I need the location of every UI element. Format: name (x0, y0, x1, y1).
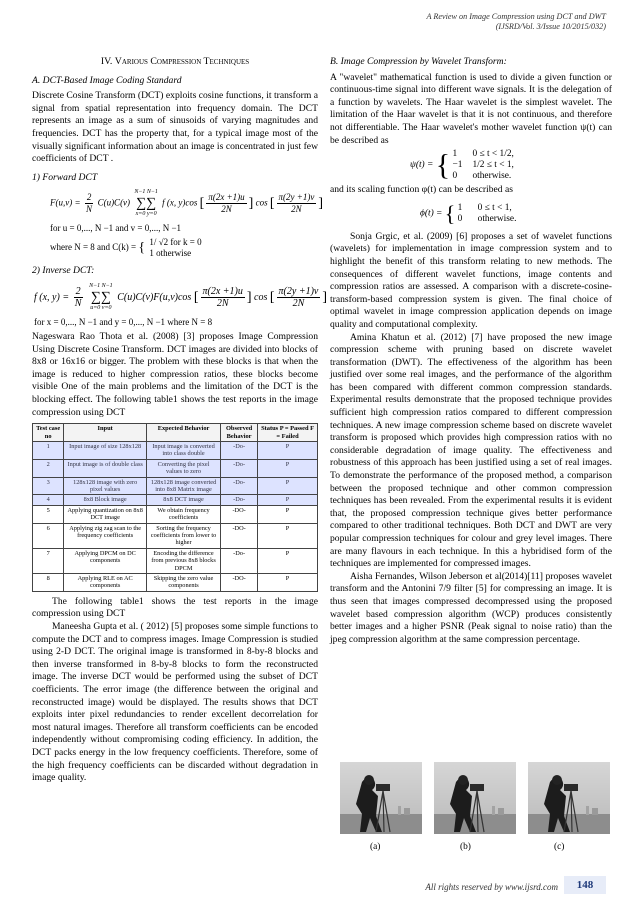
forward-dct-heading: 1) Forward DCT (32, 171, 98, 183)
phi-definition (420, 199, 612, 229)
bracket-close: ] (246, 289, 252, 305)
table-cell: -DO- (221, 523, 258, 548)
table-cell: 6 (33, 523, 64, 548)
subsection-b-heading: B. Image Compression by Wavelet Transform: (330, 56, 507, 67)
phi-lhs: ϕ(t) = (420, 208, 443, 219)
table-cell: 8 (33, 574, 64, 592)
section-heading (32, 56, 318, 69)
ck-case: 1 otherwise (149, 248, 192, 259)
brace-icon: { (444, 200, 456, 226)
frac-den: N (74, 297, 82, 309)
column-header: Input (64, 424, 147, 442)
sum-bottom: u=0 v=0 (90, 304, 112, 311)
table-cell: Input image is converted into class double (146, 441, 220, 459)
table-cell: P (258, 477, 318, 495)
case-value: 1 (457, 202, 463, 213)
table-cell: Skipping the zero value components (146, 574, 220, 592)
table-cell: 128x128 image with zero pixel values (64, 477, 147, 495)
figure-cameraman (340, 762, 610, 834)
eq-fraction (277, 192, 317, 215)
bracket-close: ] (248, 196, 254, 212)
paragraph-table-note: The following table1 shows the test reports in the image compression using DCT (32, 595, 318, 620)
frac-den: 2N (216, 297, 229, 309)
case-row (452, 160, 513, 171)
image-b (434, 762, 516, 834)
test-report-table (32, 423, 318, 592)
page-number: 148 (564, 876, 606, 894)
table-cell: 2 (33, 459, 64, 477)
table-cell: We obtain frequency coefficients (146, 505, 220, 523)
case-condition: 0 ≤ t < 1/2, (472, 149, 514, 160)
ck-cases (149, 237, 201, 259)
table-cell: Input image is of double class (64, 459, 147, 477)
caption-b: (b) (460, 842, 471, 852)
case-value: 1 (452, 149, 458, 160)
eq-lhs: f (x, y) = (34, 291, 70, 303)
table-cell: Applying DPCM on DC components (64, 548, 147, 573)
table-row (33, 495, 318, 505)
eq-fraction (85, 192, 94, 215)
inverse-dct-equation (34, 281, 328, 314)
header-issue: (IJSRD/Vol. 3/Issue 10/2015/032) (495, 22, 606, 31)
frac-den: N (86, 204, 93, 215)
table-cell: 4 (33, 495, 64, 505)
frac-den: 2N (292, 297, 305, 309)
table-cell: 5 (33, 505, 64, 523)
left-column (32, 56, 328, 785)
table-row (33, 548, 318, 573)
table-row (33, 441, 318, 459)
table-cell: P (258, 505, 318, 523)
table-header-row (33, 424, 318, 442)
table-cell: Applying quantization on 8x8 DCT image (64, 505, 147, 523)
table-row (33, 574, 318, 592)
table-cell: -DO- (221, 574, 258, 592)
table-cell: 128x128 image converted into 8x8 Matrix image (146, 477, 220, 495)
table-cell: P (258, 459, 318, 477)
sum-bottom: x=0 y=0 (135, 211, 157, 218)
table-cell: P (258, 548, 318, 573)
paragraph-wavelet-intro: A "wavelet" mathematical function is used to divide a given function or continuous-time signal into different wave signals. It is the delegation of a function by wavelets. The Haar wavelet is the simplest wavelet. The limitation of the Haar wavelet is that it is not continuous, and therefore not differentiable. The Haar wavelet's mother wavelet function ψ(t) can be described as (330, 71, 612, 146)
table-cell: 8x8 Block image (64, 495, 147, 505)
paragraph-gupta: Maneesha Gupta et al. ( 2012) [5] proposes some simple functions to compute the DCT and to compress images. Image Compression is studied using 2-D DCT. The original image is transformed in 8-by-8 blocks and then inverse transformed in 8-by-8 blocks to form the reconstructed image. The inverse DCT would be performed using the subset of DCT coefficients. The error image (the difference between the original and reconstructed image) would be displayed. The results shows that DCT exploits inter pixel redundancies to render excellent decorrelation for most natural images. Therefore all transform coefficients can be encoded independently without compromising coding efficiency. In addition, the DCT packs energy in the low frequency coefficients. Therefore, some of the high frequency coefficients can be discarded without degradation in image quality. (32, 621, 318, 784)
ck-definition (50, 237, 318, 259)
table-cell: P (258, 523, 318, 548)
sum-top: N−1 N−1 (134, 189, 158, 196)
image-a (340, 762, 422, 834)
caption-a: (a) (370, 842, 381, 852)
table-row (33, 523, 318, 548)
cameraman-images (340, 762, 610, 834)
table-cell: 3 (33, 477, 64, 495)
ck-case: 1/ √2 for k = 0 (149, 237, 202, 248)
image-c (528, 762, 610, 834)
frac-den: 2N (221, 204, 232, 215)
inverse-range: for x = 0,..., N −1 and y = 0,..., N −1 where N = 8 (34, 316, 213, 327)
table-cell: -Do- (221, 459, 258, 477)
paragraph-dct-intro: Discrete Cosine Transform (DCT) exploits cosine functions, it transform a signal from spatial representation into frequency domain. The DCT represents an image as a sum of sinusoids of varying magnitudes and frequencies. DCT has the property that, for a typical image most of the visually significant information about an image is concentrated in just few coefficients of DCT . (32, 90, 318, 165)
bracket-open: [ (199, 196, 205, 212)
table-cell: Applying zig zag scan to the frequency coefficients (64, 523, 147, 548)
section-title: Various Compression Techniques (114, 56, 250, 67)
frac-num: 2 (75, 285, 81, 297)
frac-num: π(2x +1)u (208, 192, 245, 203)
footer-rights: All rights reserved by www.ijsrd.com (425, 882, 558, 892)
section-number: IV. (100, 56, 113, 67)
eq-fraction (201, 286, 245, 309)
table-cell: -Do- (221, 495, 258, 505)
table-cell: 7 (33, 548, 64, 573)
column-header: Status P = Passed F = Failed (258, 424, 318, 442)
table-cell: P (258, 441, 318, 459)
case-row (452, 149, 513, 160)
table-cell: Encoding the difference from previous 8x8 blocks DPCM (146, 548, 220, 573)
case-condition: otherwise. (472, 171, 512, 182)
eq-term: C(u)C(v)F(u,v)cos (117, 291, 192, 303)
frac-den: 2N (291, 204, 302, 215)
psi-definition (410, 149, 612, 182)
frac-num: π(2x +1)u (202, 285, 243, 297)
psi-lhs: ψ(t) = (410, 160, 434, 171)
table-cell: 1 (33, 441, 64, 459)
caption-c: (c) (554, 842, 565, 852)
eq-fraction (74, 286, 83, 309)
brace-icon: { (435, 148, 451, 182)
case-row (458, 203, 517, 214)
table-cell: Applying RLE on AC components (64, 574, 147, 592)
psi-cases (452, 149, 513, 182)
frac-num: π(2y +1)v (278, 192, 315, 203)
header-title: A Review on Image Compression using DCT and DWT (426, 12, 606, 21)
bracket-open: [ (193, 289, 199, 305)
paragraph-thota: Nageswara Rao Thota et al. (2008) [3] proposes Image Compression Using Discrete Cosine Transform. DCT images are divided into blocks of 8x8 or 16x16 or bigger. The problem with these blocks is that when the image is reduced to higher compression ratios, these blocks become visible One of the main problems and the limitation of the DCT is the blocking effect. The following table1 shows the test reports in the image compression using DCT (32, 330, 318, 418)
frac-num: 2 (86, 192, 92, 203)
eq-term: C(u)C(v) (97, 197, 131, 208)
eq-fraction (277, 286, 321, 309)
scaling-function-text: and its scaling function φ(t) can be described as (330, 184, 513, 196)
table-cell: Input image of size 128x128 (64, 441, 147, 459)
subsection-a-heading: A. DCT-Based Image Coding Standard (32, 74, 182, 86)
table-cell: Converting the pixel values to zero (146, 459, 220, 477)
phi-cases (458, 203, 517, 225)
forward-range: for u = 0,..., N −1 and v = 0,..., N −1 (50, 223, 182, 234)
table-row (33, 505, 318, 523)
sum-symbol: ∑∑ (136, 196, 157, 212)
column-header: Observed Behavior (221, 424, 258, 442)
table-cell: -Do- (221, 477, 258, 495)
paragraph-fernandes: Aisha Fernandes, Wilson Jeberson et al(2014)[11] proposes wavelet transform and the Antonini 7/9 filter [5] for compressing an image. It is thus seen that images compressed decompressed using the proposed wavelet based compression algorithm (WCP) produces consistently better images and a higher PSNR (Peak signal to noise ratio) than the jpeg compression algorithm at the same compression percentage. (330, 570, 612, 645)
sum-top: N−1 N−1 (89, 282, 113, 289)
eq-sum-limits (134, 187, 158, 220)
table-cell: P (258, 495, 318, 505)
sum-symbol: ∑∑ (90, 289, 111, 305)
brace-icon: { (138, 240, 146, 256)
table-cell: Sorting the frequency coefficients from lower to higher (146, 523, 220, 548)
column-header: Test case no (33, 424, 64, 442)
column-header: Expected Behavior (146, 424, 220, 442)
table-row (33, 459, 318, 477)
bracket-open: [ (269, 289, 275, 305)
inverse-dct-heading: 2) Inverse DCT: (32, 265, 95, 277)
eq-term: cos (255, 197, 268, 208)
table-cell: -Do- (221, 548, 258, 573)
paragraph-khatun: Amina Khatun et al. (2012) [7] have proposed the new image compression scheme with pruning based on discrete wavelet transformation (DWT). The effectiveness of the algorithm has been justified over some real images, and the performance of the algorithm has been compared with different common compression standards. Experimental results demonstrate that the proposed technique provides sufficient high compression ratios compared to different compression techniques. A new image compression scheme based on discrete wavelet transform is proposed which provides high compression ratios with no considerable degradation of image quality. The effectiveness and robustness of this approach has been justified using a set of real images. To demonstrate the performance of the proposed method, a comparison between the proposed technique and other common compression techniques has been revealed. From the experimental results it is evident that, the proposed compression technique gives better performance compared to other traditional techniques. Both DCT and DWT are very popular compression techniques for colour and grey level images. There are many flavours in each technique. In this a hybridised form of the techniques are implemented for compressed images. (330, 331, 612, 570)
table-cell: -Do- (221, 441, 258, 459)
table-cell: -DO- (221, 505, 258, 523)
eq-term: f (x, y)cos (162, 197, 198, 208)
running-header (426, 12, 606, 32)
right-column (330, 56, 612, 646)
case-condition: 0 ≤ t < 1, (477, 202, 512, 213)
eq-term: cos (254, 291, 268, 303)
case-value: 0 (452, 171, 458, 182)
case-row (452, 171, 513, 182)
case-value: 0 (457, 213, 463, 224)
case-condition: otherwise. (477, 213, 517, 224)
eq-lhs: F(u,v) = (50, 197, 81, 208)
where-text: where N = 8 and C(k) = (50, 242, 137, 253)
paragraph-grgic: Sonja Grgic, et al. (2009) [6] proposes a set of wavelet functions (wavelets) for implementation in image compression system and to highlight the benefit of this transform relating to new methods. The consequences of different wavelet functions, image contents and compression ratios are assessed. A comparison with a discrete-cosine-transform-based compression system is given. The final choice of optimal wavelet in image compression application depends on image quality and computational complexity. (330, 230, 612, 330)
bracket-close: ] (322, 289, 328, 305)
bracket-close: ] (318, 196, 323, 212)
eq-sum-limits (89, 281, 113, 314)
case-condition: 1/2 ≤ t < 1, (472, 160, 514, 171)
case-value: −1 (452, 160, 463, 171)
eq-fraction (206, 192, 246, 215)
forward-dct-equation (50, 187, 323, 220)
bracket-open: [ (269, 196, 275, 212)
table-cell: P (258, 574, 318, 592)
frac-num: π(2y +1)v (278, 285, 319, 297)
table-row (33, 477, 318, 495)
case-row (458, 214, 517, 225)
table-cell: 8x8 DCT image (146, 495, 220, 505)
